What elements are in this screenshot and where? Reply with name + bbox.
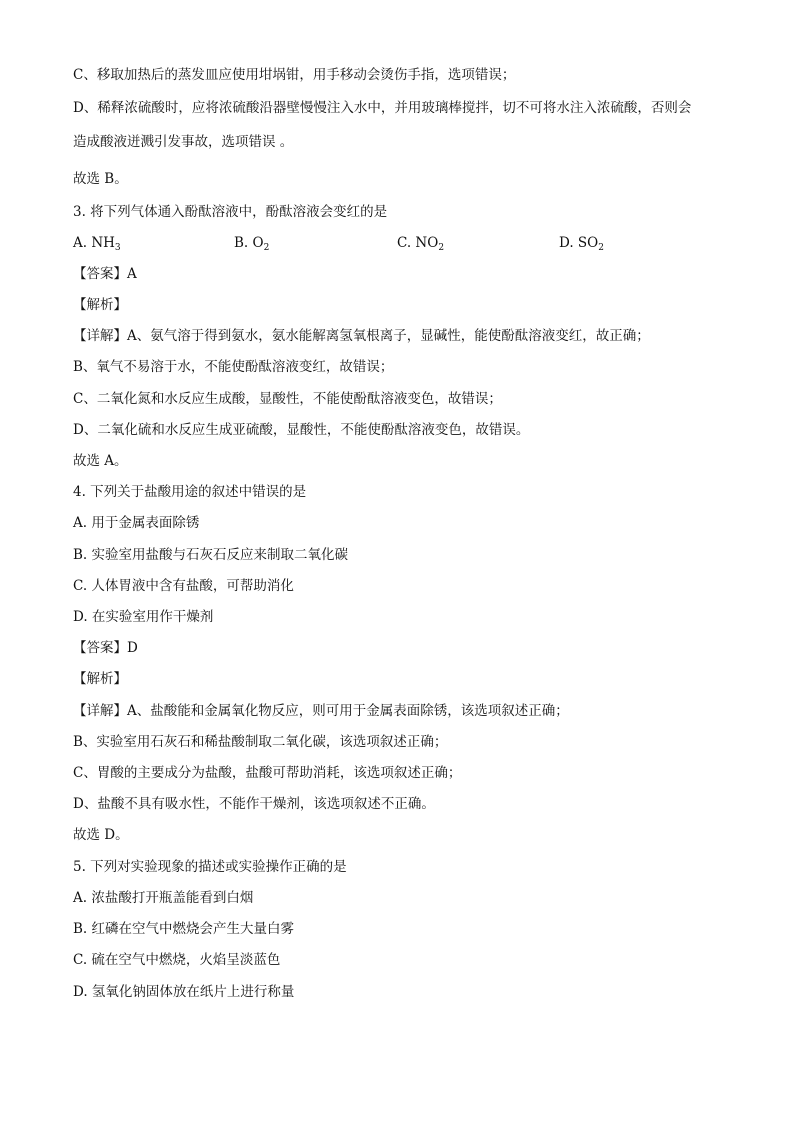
question-3-options: [73, 234, 723, 252]
conclusion-line: 故选 A。: [73, 453, 128, 469]
detail-line: C、二氧化氮和水反应生成酸，显酸性，不能使酚酞溶液变色，故错误；: [73, 391, 502, 407]
text-line: 故选 B。: [73, 171, 128, 187]
answer-label: 【答案】A: [73, 266, 137, 282]
detail-line: C、胃酸的主要成分为盐酸，盐酸可帮助消耗，该选项叙述正确；: [73, 765, 462, 781]
option-d: D. 在实验室用作干燥剂: [73, 609, 214, 625]
detail-line: 【详解】A、盐酸能和金属氧化物反应，则可用于金属表面除锈，该选项叙述正确；: [73, 703, 569, 719]
option-c: C. 人体胃液中含有盐酸，可帮助消化: [73, 578, 294, 594]
conclusion-line: 故选 D。: [73, 827, 129, 843]
question-5-stem: 5. 下列对实验现象的描述或实验操作正确的是: [73, 859, 347, 875]
option-c: C. 硫在空气中燃烧，火焰呈淡蓝色: [73, 952, 281, 968]
option-a: A. 浓盐酸打开瓶盖能看到白烟: [73, 890, 254, 906]
detail-line: D、二氧化硫和水反应生成亚硫酸，显酸性，不能使酚酞溶液变色，故错误。: [73, 422, 530, 438]
option-b: B. 实验室用盐酸与石灰石反应来制取二氧化碳: [73, 547, 349, 563]
detail-line: B、实验室用石灰石和稀盐酸制取二氧化碳，该选项叙述正确；: [73, 734, 448, 750]
answer-label: 【答案】D: [73, 640, 138, 656]
analysis-label: 【解析】: [73, 297, 127, 313]
text-line: 造成酸液迸溅引发事故，选项错误 。: [73, 134, 294, 150]
option-d: D. 氢氧化钠固体放在纸片上进行称量: [73, 984, 295, 1000]
text-line: D、稀释浓硫酸时，应将浓硫酸沿器壁慢慢注入水中，并用玻璃棒搅拌，切不可将水注入浓硫酸，否则会: [73, 100, 692, 116]
text-line: C、移取加热后的蒸发皿应使用坩埚钳，用手移动会烫伤手指，选项错误；: [73, 67, 516, 83]
option-b: B. $O_2$: [234, 235, 270, 253]
option-a: A. 用于金属表面除锈: [73, 515, 200, 531]
option-c: C. $NO_2$: [397, 235, 445, 253]
question-3-stem: 3. 将下列气体通入酚酞溶液中，酚酞溶液会变红的是: [73, 204, 388, 220]
question-4-stem: 4. 下列关于盐酸用途的叙述中错误的是: [73, 484, 307, 500]
detail-line: 【详解】A、氨气溶于得到氨水，氨水能解离氢氧根离子，显碱性，能使酚酞溶液变红，故正确；: [73, 328, 650, 344]
option-d: D. $SO_2$: [559, 235, 604, 253]
option-a: A. $NH_3$: [73, 235, 121, 253]
option-b: B. 红磷在空气中燃烧会产生大量白雾: [73, 921, 295, 937]
detail-line: B、氧气不易溶于水，不能使酚酞溶液变红，故错误；: [73, 359, 394, 375]
detail-line: D、盐酸不具有吸水性，不能作干燥剂，该选项叙述不正确。: [73, 796, 435, 812]
analysis-label: 【解析】: [73, 671, 127, 687]
